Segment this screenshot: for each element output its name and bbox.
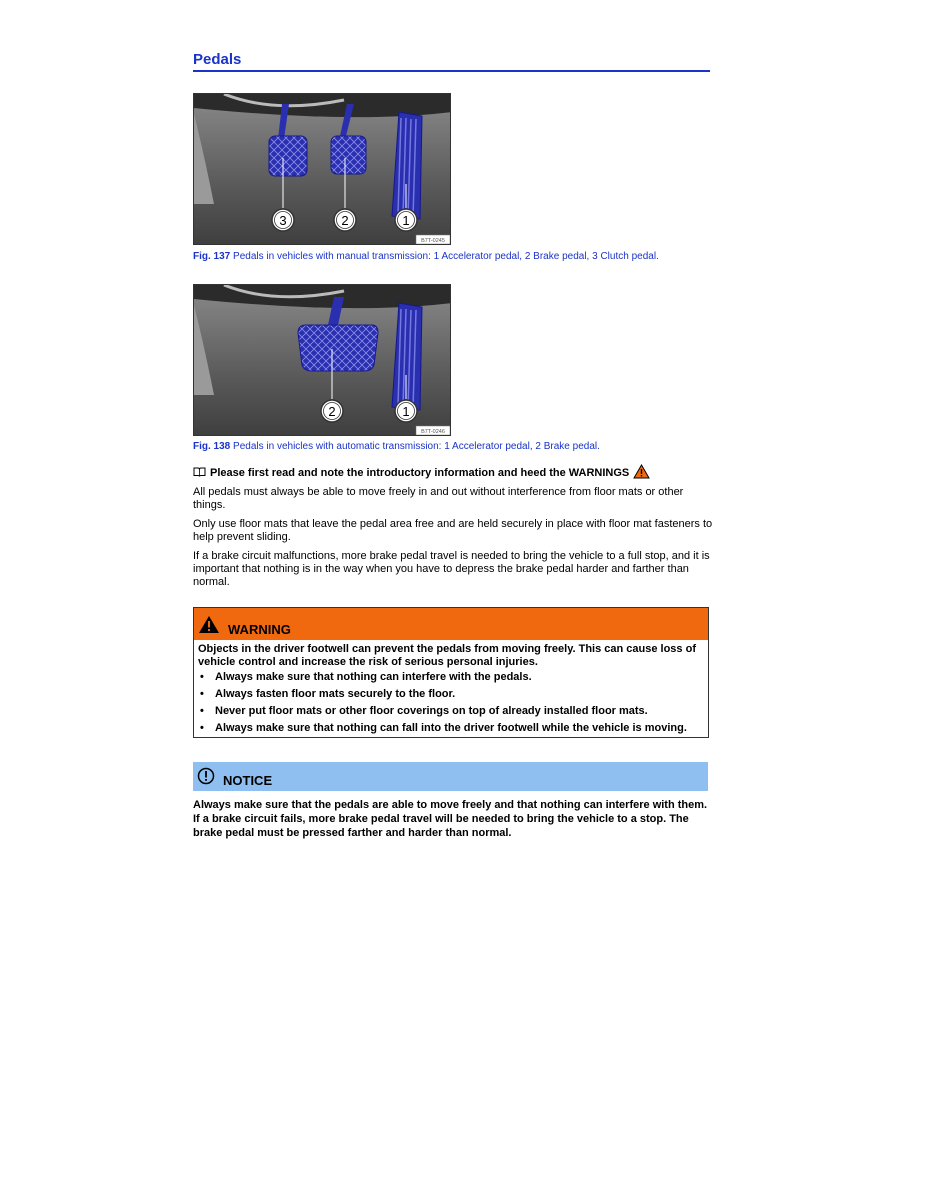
figure-number: Fig. 138	[193, 441, 231, 452]
figure-automatic-transmission	[193, 284, 451, 436]
book-icon	[193, 467, 206, 480]
callout-1-label: 1	[402, 213, 410, 228]
list-item: • Always fasten floor mats securely to the floor.	[198, 688, 704, 701]
callout-1-label: 1	[402, 404, 410, 419]
intro-line	[193, 464, 650, 482]
callout-2-label: 2	[341, 213, 349, 228]
exclamation-circle-icon	[197, 767, 215, 788]
paragraph-2: Only use floor mats that leave the pedal area free and are held securely in place with floor mat fasteners to help prevent sliding.	[193, 518, 713, 543]
page-title: Pedals	[193, 51, 710, 72]
callout-2-label: 2	[328, 404, 336, 419]
figure-caption-138	[193, 441, 600, 452]
warning-header	[194, 608, 708, 640]
warning-body	[194, 640, 708, 735]
list-item: • Always make sure that nothing can interfere with the pedals.	[198, 671, 704, 684]
figure-caption-text: Pedals in vehicles with manual transmission: 1 Accelerator pedal, 2 Brake pedal, 3 Clutch pedal.	[233, 251, 659, 262]
list-item: • Always make sure that nothing can fall into the driver footwell while the vehicle is moving.	[198, 722, 704, 735]
figure-caption-137	[193, 251, 659, 262]
list-item: • Never put floor mats or other floor coverings on top of already installed floor mats.	[198, 705, 704, 718]
paragraph-1: All pedals must always be able to move freely in and out without interference from floor mats or other things.	[193, 486, 684, 511]
figure-code: B7T-0246	[421, 429, 445, 435]
warning-list	[198, 671, 704, 735]
callout-1	[395, 209, 417, 231]
figure-code: B7T-0245	[421, 238, 445, 244]
warning-triangle-icon[interactable]	[633, 464, 650, 482]
warning-title: WARNING	[228, 622, 291, 637]
warning-triangle-icon	[198, 615, 220, 637]
notice-header	[193, 762, 708, 791]
callout-2	[321, 400, 343, 422]
callout-1	[395, 400, 417, 422]
notice-text: Always make sure that the pedals are able to move freely and that nothing can interfere with them. If a brake circuit fails, more brake pedal travel will be needed to bring the vehicle to a stop. The brake pedal must be pressed farther and harder than normal.	[193, 799, 708, 839]
notice-title: NOTICE	[223, 773, 273, 788]
warning-text: Objects in the driver footwell can prevent the pedals from moving freely. This can cause loss of vehicle control and increase the risk of serious personal injuries.	[198, 643, 696, 668]
warning-box	[193, 607, 709, 738]
figure-caption-text: Pedals in vehicles with automatic transmission: 1 Accelerator pedal, 2 Brake pedal.	[233, 441, 600, 452]
intro-text: Please first read and note the introductory information and heed the WARNINGS	[210, 467, 630, 479]
callout-3	[272, 209, 294, 231]
paragraph-3: If a brake circuit malfunctions, more brake pedal travel is needed to bring the vehicle to a full stop, and it is important that nothing is in the way when you have to depress the brake pedal harder and farther than normal.	[193, 550, 710, 588]
callout-2	[334, 209, 356, 231]
figure-number: Fig. 137	[193, 251, 231, 262]
figure-manual-transmission	[193, 93, 451, 245]
callout-3-label: 3	[279, 213, 287, 228]
